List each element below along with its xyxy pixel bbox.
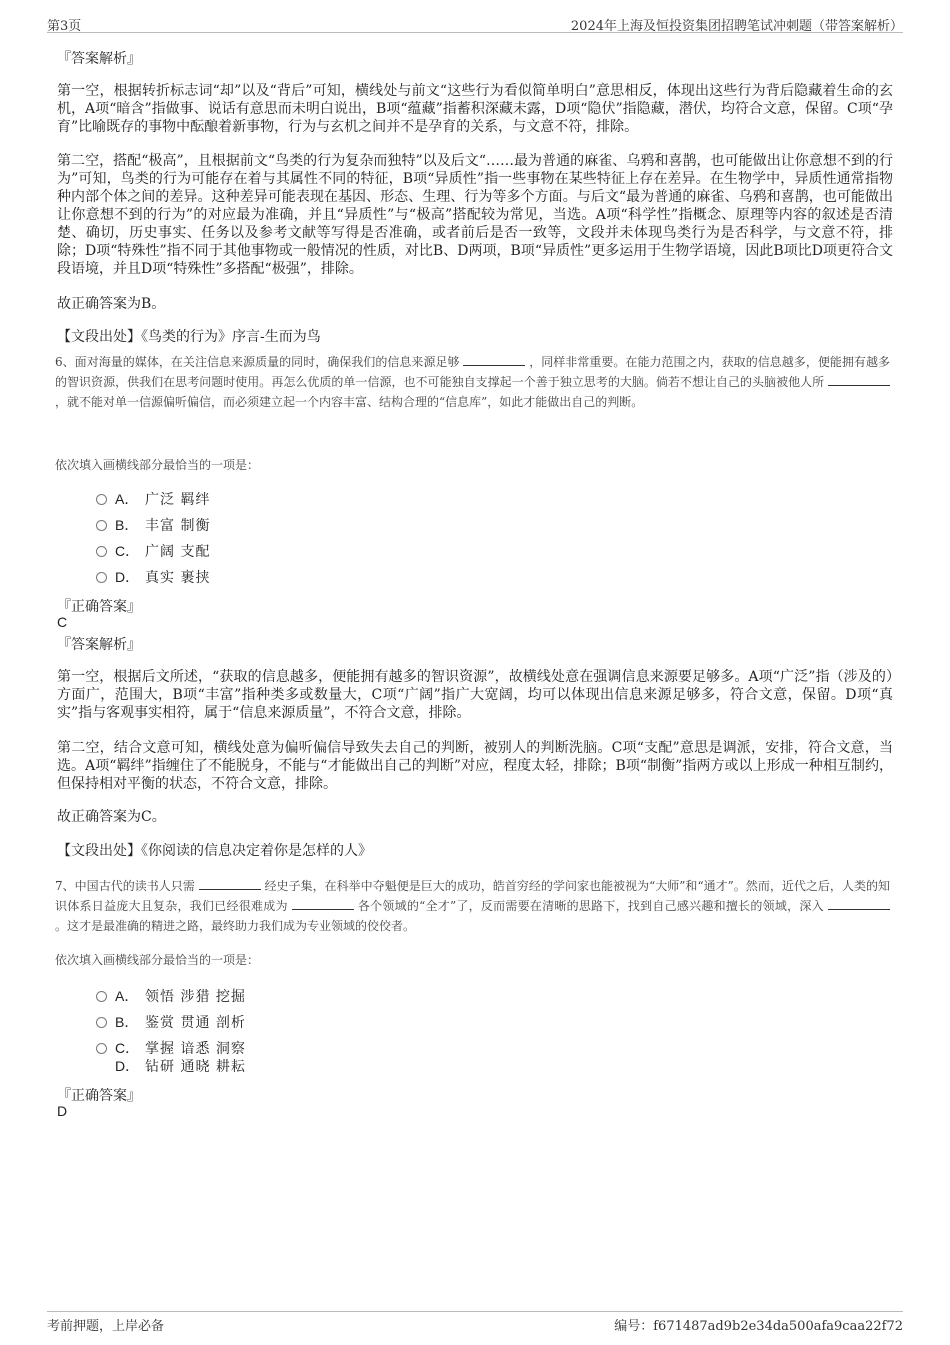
q6-blank-1 [463, 353, 525, 366]
footer-slogan: 考前押题，上岸必备 [47, 1319, 165, 1334]
q6-stem-part-2: ，同样非常重要。在能力范围之内，获取的信息越多，便能拥有越多的智识资源，供我们在思考问题时使用。再怎么优质的单一信源，也不可能独自支撑起一个善于独立思考的大脑。倘若不想让自己的头脑被他人所 [55, 355, 890, 389]
q5-conclusion: 故正确答案为B。 [57, 296, 166, 312]
q7-blank-2 [292, 897, 354, 910]
q6-instruction: 依次填入画横线部分最恰当的一项是： [55, 458, 260, 472]
q7-instruction: 依次填入画横线部分最恰当的一项是： [55, 953, 260, 967]
q7-correct-label: 『正确答案』 [57, 1088, 141, 1104]
q6-correct-answer: C [57, 614, 68, 630]
q5-analysis-label: 『答案解析』 [57, 51, 141, 67]
q6-conclusion: 故正确答案为C。 [57, 809, 166, 825]
q5-source: 【文段出处】《鸟类的行为》序言-生而为鸟 [57, 329, 321, 345]
q6-blank-2 [828, 373, 890, 386]
q6-source: 【文段出处】《你阅读的信息决定着你是怎样的人》 [57, 843, 372, 859]
q6-analysis-para-2: 第二空，结合文意可知，横线处意为偏听偏信导致失去自己的判断，被别人的判断洗脑。C项“支配”意思是调派，安排，符合文意，当选。A项“羁绊”指缠住了不能脱身，不能与“才能做出自己的判断”对应，程度太轻，排除；B项“制衡”指两方或以上形成一种相互制约，但保持相对平衡的状态，不符合文意，排除。 [57, 740, 893, 792]
q7-stem-part-3: 各个领域的“全才”了，反而需要在清晰的思路下，找到自己感兴趣和擅长的领域，深入 [357, 899, 824, 913]
page-header [47, 12, 903, 33]
q5-analysis-para-1: 第一空，根据转折标志词“却”以及“背后”可知，横线处与前文“这些行为看似简单明白”意思相反，体现出这些行为背后隐藏着生命的玄机，A项“暗含”指做事、说话有意思而未明白说出，B项“蕴藏”指蓄积深藏未露，D项“隐伏”指隐藏，潜伏，均符合文意，保留。C项“孕育”比喻既存的事物中酝酿着新事物，行为与玄机之间并不是孕育的关系，与文意不符，排除。 [57, 83, 893, 135]
radio-button-icon[interactable] [96, 494, 107, 505]
q6-stem-part-3: ，就不能对单一信源偏听偏信，而必须建立起一个内容丰富、结构合理的“信息库”，如此才能做出自己的判断。 [55, 395, 644, 409]
document-code: 编号：f671487ad9b2e34da500afa9caa22f72 [614, 1319, 903, 1334]
radio-button-icon[interactable] [96, 546, 107, 557]
radio-button-icon[interactable] [96, 572, 107, 583]
q6-correct-label: 『正确答案』 [57, 599, 141, 615]
q7-option-a[interactable]: A． 领悟 涉猎 挖掘 [96, 986, 246, 1006]
q7-question-stem [55, 876, 890, 936]
q5-analysis-para-2: 第二空，搭配“极高”，且根据前文“鸟类的行为复杂而独特”以及后文“……最为普通的麻雀、乌鸦和喜鹊，也可能做出让你意想不到的行为”可知，鸟类的行为可能存在着与其属性不同的特征，B项“异质性”指一些事物在某些特征上存在差异。在生物学中，异质性通常指物种内部个体之间的差异。这种差异可能表现在基因、形态、生理、行为等多个方面。与后文“最为普通的麻雀、乌鸦和喜鹊，也可能做出让你意想不到的行为”的对应最为准确，并且“异质性”与“极高”搭配较为常见，当选。A项“科学性”指概念、原理等内容的叙述是否清楚、确切，历史事实、任务以及参考文献等写得是否准确，或者前后是否一致等，文段并未体现鸟类行为是否科学，与文意不符，排除；D项“特殊性”指不同于其他事物或一般情况的性质，对比B、D两项，B项“异质性”更多运用于生物学语境，因此B项比D项更符合文段语境，并且D项“特殊性”多搭配“极强”，排除。 [57, 153, 893, 277]
q6-stem-part-1: 6、面对海量的媒体，在关注信息来源质量的同时，确保我们的信息来源足够 [55, 355, 460, 369]
page-footer [47, 1311, 903, 1334]
q7-stem-part-4: 。这才是最准确的精进之路，最终助力我们成为专业领域的佼佼者。 [55, 919, 416, 933]
radio-button-icon[interactable] [96, 991, 107, 1002]
q7-stem-part-2: 经史子集，在科举中夺魁便是巨大的成功，皓首穷经的学问家也能被视为“大师”和“通才”。然而，近代之后，人类的知识体系日益庞大且复杂，我们已经很难成为 [55, 879, 890, 913]
radio-button-icon[interactable] [96, 1017, 107, 1028]
q6-option-c[interactable]: C． 广阔 支配 [96, 541, 210, 561]
q6-question-stem [55, 352, 890, 412]
radio-button-icon[interactable] [96, 520, 107, 531]
q7-option-b[interactable]: B． 鉴赏 贯通 剖析 [96, 1012, 246, 1032]
q6-option-b[interactable]: B． 丰富 制衡 [96, 515, 210, 535]
q7-blank-1 [199, 877, 261, 890]
q7-option-c[interactable]: C． 掌握 谙悉 洞察 [96, 1038, 246, 1058]
q6-analysis-para-1: 第一空，根据后文所述，“获取的信息越多，便能拥有越多的智识资源”，故横线处意在强调信息来源要足够多。A项“广泛”指（涉及的）方面广，范围大，B项“丰富”指种类多或数量大，C项“广阔”指广大宽阔，均可以体现出信息来源足够多，符合文意，保留。D项“真实”指与客观事实相符，属于“信息来源质量”，不符合文意，排除。 [57, 669, 893, 721]
q6-option-a[interactable]: A． 广泛 羁绊 [96, 489, 210, 509]
q7-correct-answer: D [57, 1103, 68, 1119]
radio-button-icon[interactable] [96, 1043, 107, 1054]
q7-blank-3 [828, 897, 890, 910]
q6-option-d[interactable]: D． 真实 裹挟 [96, 567, 210, 587]
document-title: 2024年上海及恒投资集团招聘笔试冲刺题（带答案解析） [570, 19, 903, 34]
q6-analysis-label: 『答案解析』 [57, 637, 141, 653]
page-number: 第3页 [47, 19, 82, 34]
q7-option-d[interactable]: D． 钻研 通晓 耕耘 [115, 1058, 246, 1075]
q7-stem-part-1: 7、中国古代的读书人只需 [55, 879, 195, 893]
